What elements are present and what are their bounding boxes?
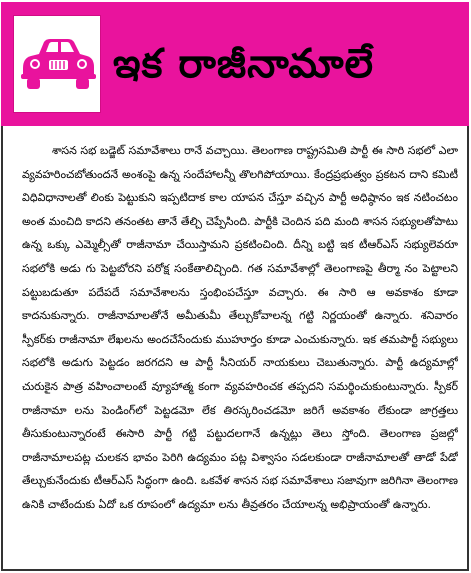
car-icon bbox=[19, 34, 97, 92]
party-logo bbox=[13, 15, 101, 113]
headline-banner bbox=[1, 2, 469, 126]
article-body bbox=[22, 139, 458, 565]
headline: ఇక రాజీనామాలే bbox=[113, 41, 374, 87]
article-paragraph: శాసన సభ బడ్జెట్ సమావేశాలు రానే వచ్చాయి. తెలంగాణ రాష్ట్రసమితి పార్టీ ఈ సారి సభలో ఎలా వ్యవహరించబోతుందనే అంశంపై ఉన్న సందేహాలన్నీ తొలగిపోయాయి. కేంద్రప్రభుత్వం ప్రకటన దాని కమిటీ విధివిధానాలతో లింకు పెట్టుకుని ఇప్పటిదాక కాల యాపన చేస్తూ వచ్చిన పార్టీ అధిష్ఠానం ఇక నటించటం అంత మంచిది కాదని తనంతట తానే తేల్చి చెప్పేసింది. పార్టీకి చెందిన పది మంది శాసన సభ్యులతోపాటు ఉన్న ఒక్కు ఎమ్మెల్సీతో రాజీనామా చేయిస్తామని ప్రకటించింది. దీన్ని బట్టి ఇక టీఆర్ఎస్ సభ్యులెవరూ సభలోకి అడు గు పెట్టబోరని పరోక్ష సంకేతాలిచ్చింది. గత సమావేశాల్లో తెలంగాణపై తీర్మా నం పెట్టాలని పట్టుబడుతూ పదేపదే సమావేశాలను స్తంభింపచేస్తూ వచ్చారు. ఈ సారి ఆ అవకాశం కూడా కాదనుకున్నారు. రాజీనామాలతోనే అమీతుమీ తేల్చుకోవాలన్న గట్టి నిర్ణయంతో ఉన్నారు. శనివారం స్పీకర్‌కు రాజీనామా లేఖలను అందచేసేందుకు ముహూర్తం కూడా ఎంచుకున్నారు. ఇక తమపార్టీ సభ్యులు సభలోకి అడుగు పెట్టడం జరగదని ఆ పార్టీ సీనియర్ నాయకులు చెబుతున్నారు. పార్టీ ఉద్యమాల్లో చురుకైన పాత్ర వహించాలంటే వ్యూహాత్మ కంగా వ్యవహరించక తప్పదని సమర్థించుకుంటున్నారు. స్పీకర్ రాజీనామా లను పెండింగ్‌లో పెట్టడమో లేక తిరస్కరించడమో జరిగే అవకాశం లేకుండా జాగ్రత్తలు తీసుకుంటున్నారంటే ఈసారి పార్టీ గట్టి పట్టుదలగానే ఉన్నట్లు తెలు స్తోంది. తెలంగాణ ప్రజల్లో రాజీనామాలపట్ల చులకన భావం పెరిగి ఉద్యమం పట్ల విశ్వాసం సడలకుండా రాజీనామాలతో తాడో పేడో తేల్చుకునేందుకు టీఆర్ఎస్ సిద్ధంగా ఉంది. ఒకవేళ శాసన సభ సమావేశాలు సజావుగా జరిగినా తెలంగాణ ఉనికి చాటేందుకు ఏదో ఒక రూపంలో ఉద్యమా లను తీవ్రతరం చేయాలన్న అభిప్రాయంతో ఉన్నారు. bbox=[22, 144, 458, 511]
